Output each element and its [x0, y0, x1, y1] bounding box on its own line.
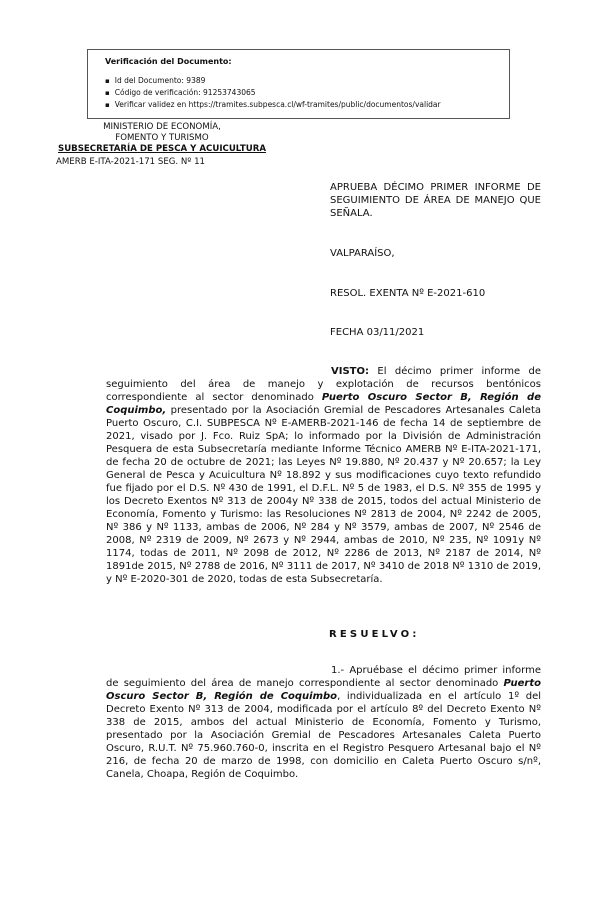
resuelvo-heading: RESUELVO: [329, 629, 420, 640]
verification-list [105, 75, 509, 111]
subsecretaria-name: SUBSECRETARÍA DE PESCA Y ACUICULTURA [58, 144, 266, 154]
visto-text-2: presentado por la Asociación Gremial de Pescadores Artesanales Caleta Puerto Oscuro, C.I. SUBPESCA Nº E-AMERB-2021-146 de fecha 14 de septiembre de 2021, visado por J. Fco. Ruiz SpA; lo informado por la División de Administración Pesquera de esta Subsecretaría mediante Informe Técnico AMERB Nº E-ITA-2021-171, de fecha 20 de octubre de 2021; las Leyes Nº 19.880, Nº 20.437 y Nº 20.657; la Ley General de Pesca y Acuicultura Nº 18.892 y sus modificaciones cuyo texto refundido fue fijado por el D.S. Nº 430 de 1991, el D.F.L. Nº 5 de 1983, el D.S. Nº 355 de 1995 y los Decreto Exentos Nº 313 de 2004y Nº 338 de 2015, todos del actual Ministerio de Economía, Fomento y Turismo: las Resoluciones Nº 2813 de 2004, Nº 2242 de 2005, Nº 386 y Nº 1133, ambas de 2006, Nº 284 y Nº 3579, ambas de 2007, Nº 2546 de 2008, Nº 2319 de 2009, Nº 2673 y Nº 2944, ambas de 2010, Nº 235, Nº 1091y Nº 1174, todas de 2011, Nº 2098 de 2012, Nº 2286 de 2013, Nº 2187 de 2014, Nº 1891de 2015, Nº 2788 de 2016, Nº 3111 de 2017, Nº 3410 de 2018 Nº 1310 de 2019, y Nº E-2020-301 de 2020, todas de esta Subsecretaría. [106, 405, 541, 585]
visto-label: VISTO: [331, 366, 369, 377]
verification-code: ▪ Código de verificación: 91253743065 [105, 87, 509, 99]
item-1-text-1: Apruébase el décimo primer informe de seguimiento del área de manejo correspondiente al sector denominado [106, 665, 541, 689]
resolution-date: FECHA 03/11/2021 [330, 327, 425, 338]
visto-text-1: El décimo primer informe de seguimiento del área de manejo y explotación de recursos bentónicos correspondiente al sector denominado [106, 366, 541, 403]
verification-link[interactable]: ▪ Verificar validez en https://tramites.subpesca.cl/wf-tramites/public/documentos/validar [105, 99, 509, 111]
verification-doc-id: ▪ Id del Documento: 9389 [105, 75, 509, 87]
visto-sector: Puerto Oscuro Sector B, Región de Coquimbo, [106, 392, 541, 416]
resolution-number: RESOL. EXENTA Nº E-2021-610 [330, 288, 486, 299]
amerb-reference: AMERB E-ITA-2021-171 SEG. Nº 11 [56, 157, 206, 167]
resolution-place: VALPARAÍSO, [330, 248, 395, 259]
ministry-line-1: MINISTERIO DE ECONOMÍA, [103, 122, 221, 132]
item-1-text-2: , individualizada en el artículo 1º del Decreto Exento Nº 313 de 2004, modificada por el artículo 8º del Decreto Exento Nº 338 de 2015, ambos del actual Ministerio de Economía, Fomento y Turismo, presentado por la Asociación Gremial de Pescadores Artesanales Caleta Puerto Oscuro, R.U.T. Nº 75.960.760-0, inscrita en el Registro Pesquero Artesanal bajo el Nº 216, de fecha 20 de marzo de 1998, con domicilio en Caleta Puerto Oscuro s/nº, Canela, Choapa, Región de Coquimbo. [106, 691, 541, 780]
verification-title: Verificación del Documento: [105, 57, 232, 66]
resuelvo-item-1 [106, 664, 541, 781]
visto-paragraph [106, 365, 541, 586]
resolution-subject: APRUEBA DÉCIMO PRIMER INFORME DE SEGUIMIENTO DE ÁREA DE MANEJO QUE SEÑALA. [330, 182, 541, 219]
item-1-number: 1.- [331, 665, 345, 676]
item-1-sector: Puerto Oscuro Sector B, Región de Coquimbo [106, 678, 541, 702]
ministry-line-2: FOMENTO Y TURISMO [115, 133, 209, 143]
verification-box [87, 49, 510, 119]
ministry-header [37, 122, 287, 155]
